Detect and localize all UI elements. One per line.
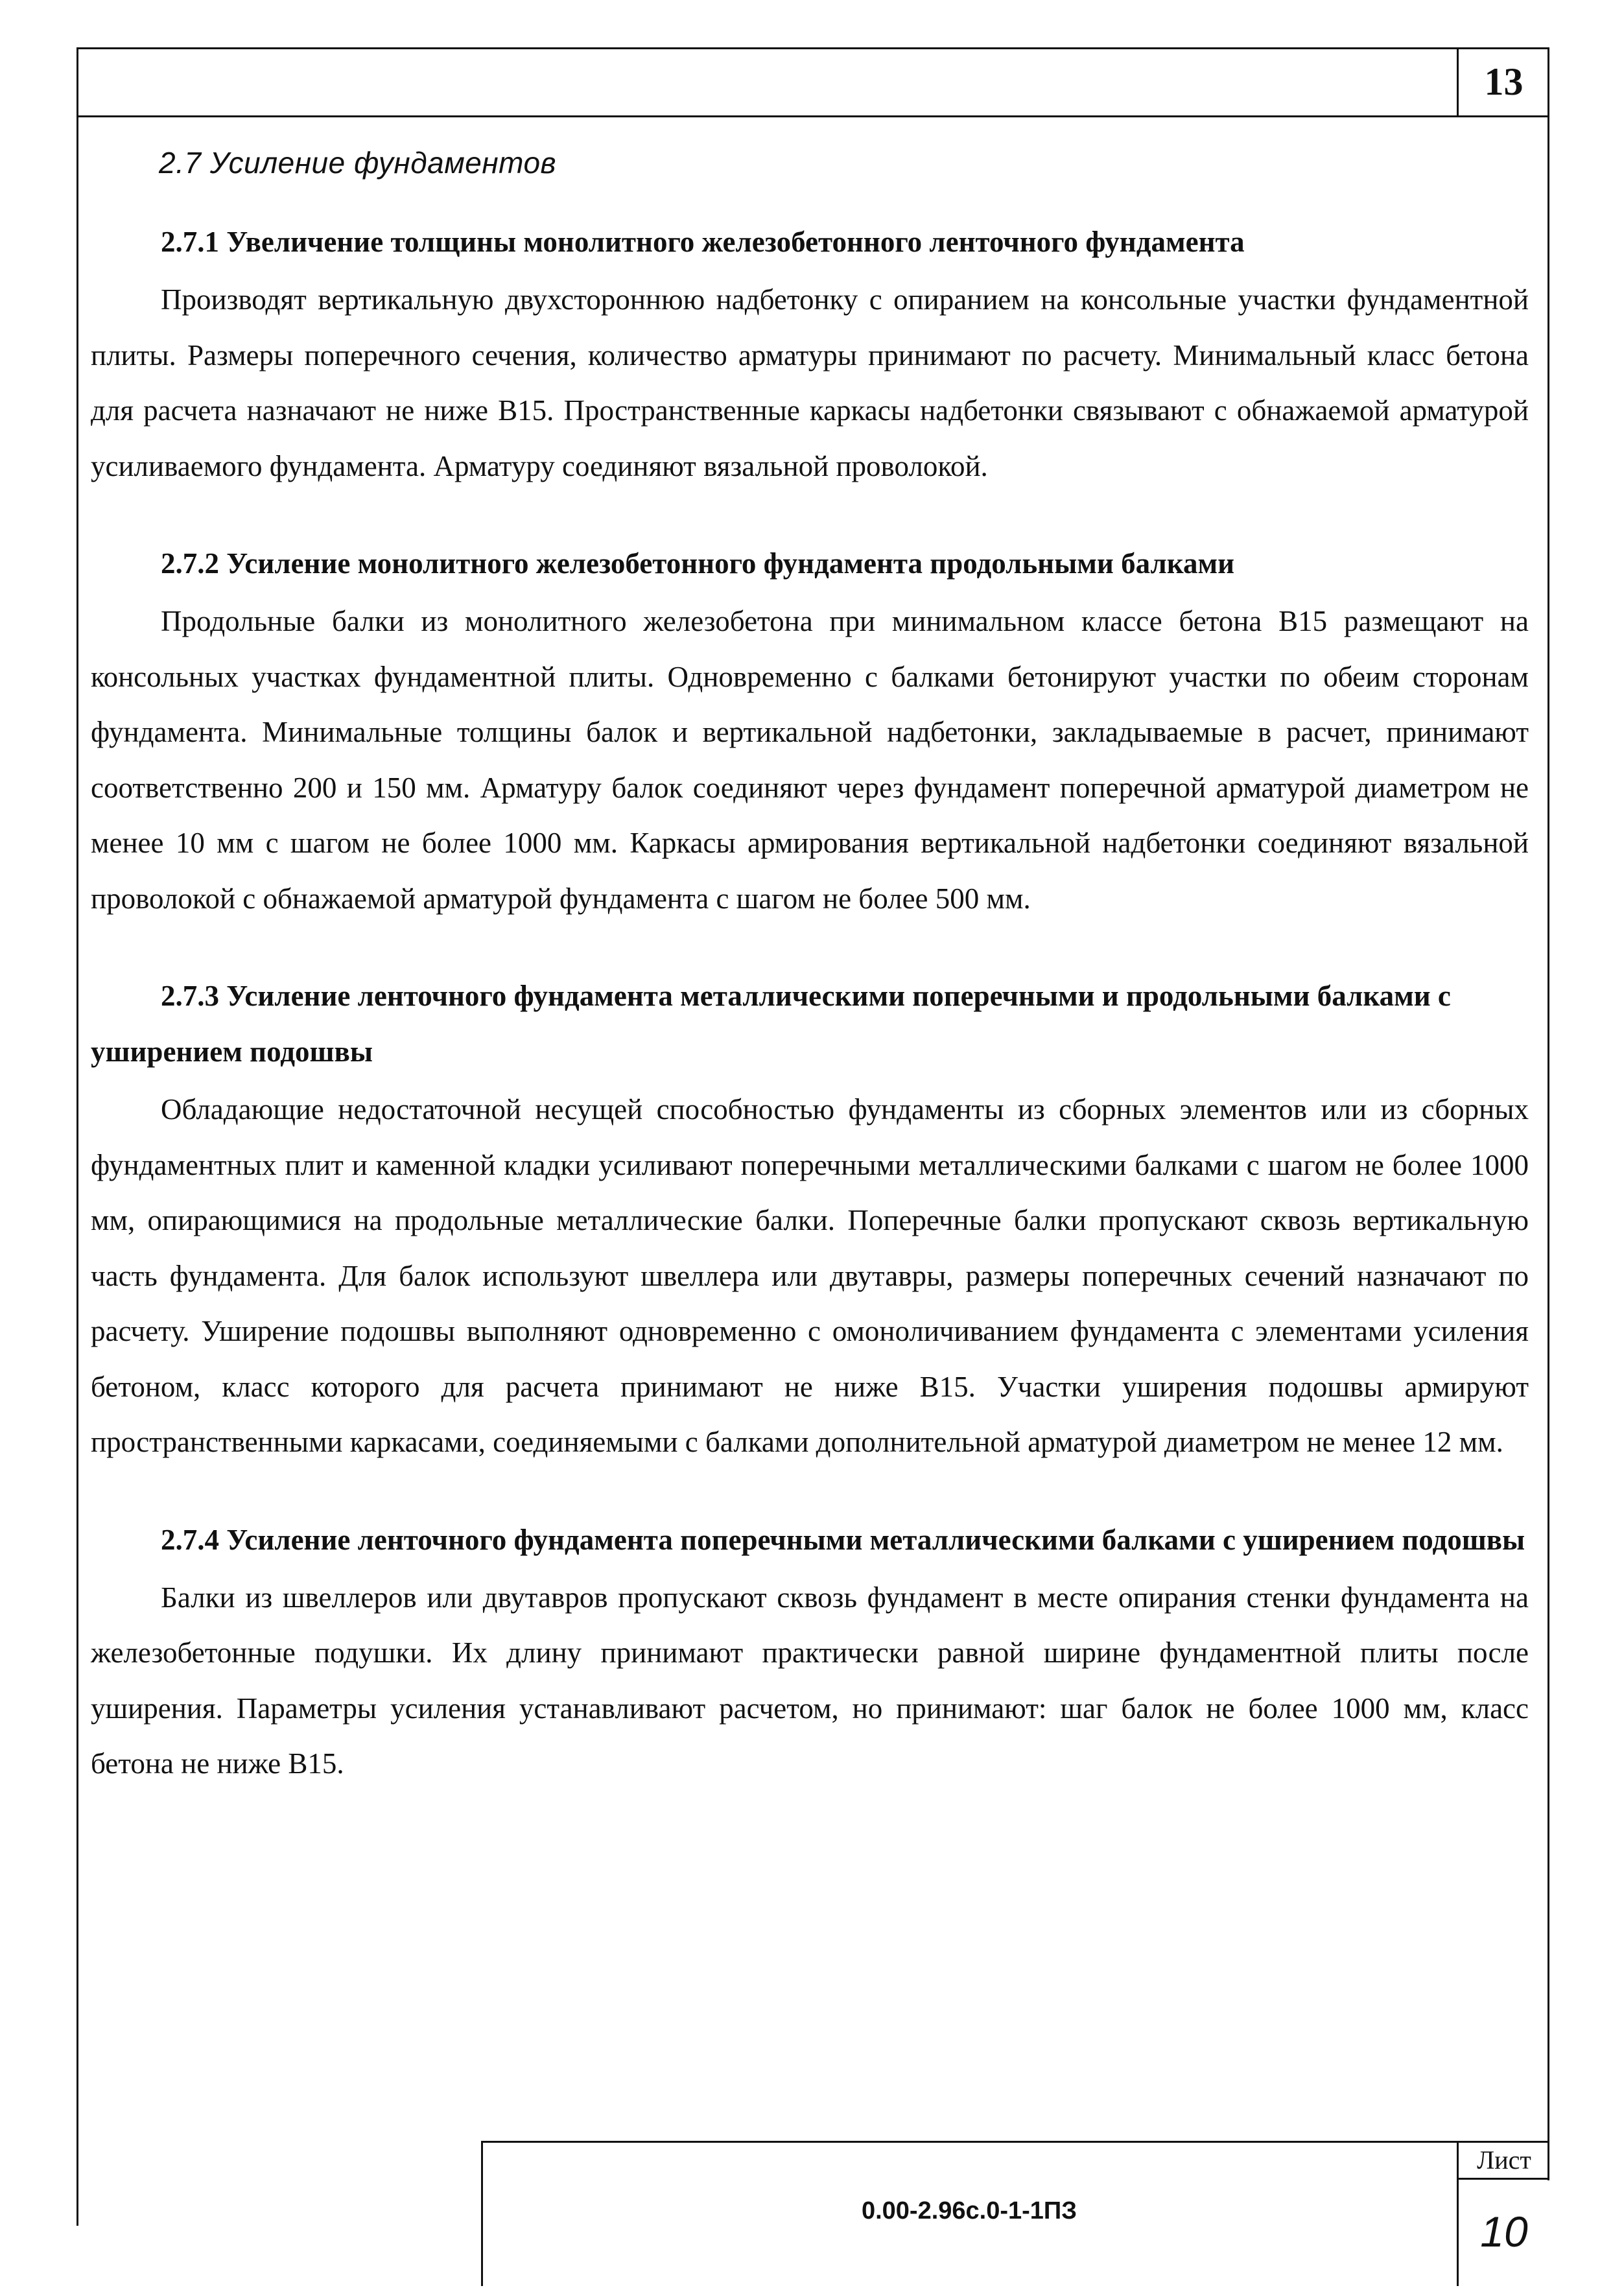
frame-top-border — [76, 47, 1549, 49]
document-body — [91, 130, 1529, 1792]
sheet-label: Лист — [1459, 2141, 1549, 2180]
header-divider — [76, 115, 1549, 117]
paragraph-2-7-2: Продольные балки из монолитного железобетона при минимальном классе бетона В15 размещают на консольных участках фундаментной плиты. Одновременно с балками бетонируют участки по обеим сторонам фундамента. Минимальные толщины балок и вертикальной надбетонки, закладываемые в расчет, принимают соответственно 200 и 150 мм. Арматуру балок соединяют через фундамент поперечной арматурой диаметром не менее 10 мм с шагом не более 1000 мм. Каркасы армирования вертикальной надбетонки соединяют вязальной проволокой с обнажаемой арматурой фундамента с шагом не более 500 мм. — [91, 605, 1529, 915]
subsection-title-2-7-2: 2.7.2 Усиление монолитного железобетонного фундамента продольными балками — [161, 547, 1235, 580]
title-block-stamp — [481, 2141, 1549, 2286]
subsection-title-2-7-3: 2.7.3 Усиление ленточного фундамента металлическими поперечными и продольными балками с уширением подошвы — [91, 980, 1451, 1068]
paragraph-2-7-3: Обладающие недостаточной несущей способностью фундаменты из сборных элементов или из сборных фундаментных плит и каменной кладки усиливают поперечными металлическими балками с шагом не более 1000 мм, опирающимися на продольные металлические балки. Поперечные балки пропускают сквозь вертикальную часть фундамента. Для балок используют швеллера или двутавры, размеры поперечных сечений назначают по расчету. Уширение подошвы выполняют одновременно с омоноличиванием фундамента с элементами усиления бетоном, класс которого для расчета принимают не ниже В15. Участки уширения подошвы армируют пространственными каркасами, соединяемыми с балками дополнительной арматурой диаметром не менее 12 мм. — [91, 1093, 1529, 1458]
frame-left-border — [76, 47, 78, 2226]
paragraph-2-7-1: Производят вертикальную двухстороннюю надбетонку с опиранием на консольные участки фундаментной плиты. Размеры поперечного сечения, количество арматуры принимают по расчету. Минимальный класс бетона для расчета назначают не ниже В15. Пространственные каркасы надбетонки связывают с обнажаемой арматурой усиливаемого фундамента. Арматуру соединяют вязальной проволокой. — [91, 283, 1529, 482]
document-code: 0.00-2.96с.0-1-1ПЗ — [861, 2197, 1077, 2224]
sheet-box — [1457, 2141, 1549, 2286]
subsection-title-2-7-4: 2.7.4 Усиление ленточного фундамента поперечными металлическими балками с уширением подошвы — [161, 1523, 1525, 1556]
sheet-number: 10 — [1480, 2208, 1528, 2256]
subsection-title-2-7-1: 2.7.1 Увеличение толщины монолитного железобетонного ленточного фундамента — [161, 226, 1245, 258]
frame-right-border — [1548, 47, 1549, 2180]
page-number: 13 — [1457, 47, 1549, 116]
section-title: 2.7 Усиление фундаментов — [159, 146, 557, 180]
paragraph-2-7-4: Балки из швеллеров или двутавров пропускают сквозь фундамент в месте опирания стенки фундамента на железобетонные подушки. Их длину принимают практически равной ширине фундаментной плиты после уширения. Параметры усиления устанавливают расчетом, но принимают: шаг балок не более 1000 мм, класс бетона не ниже В15. — [91, 1581, 1529, 1780]
